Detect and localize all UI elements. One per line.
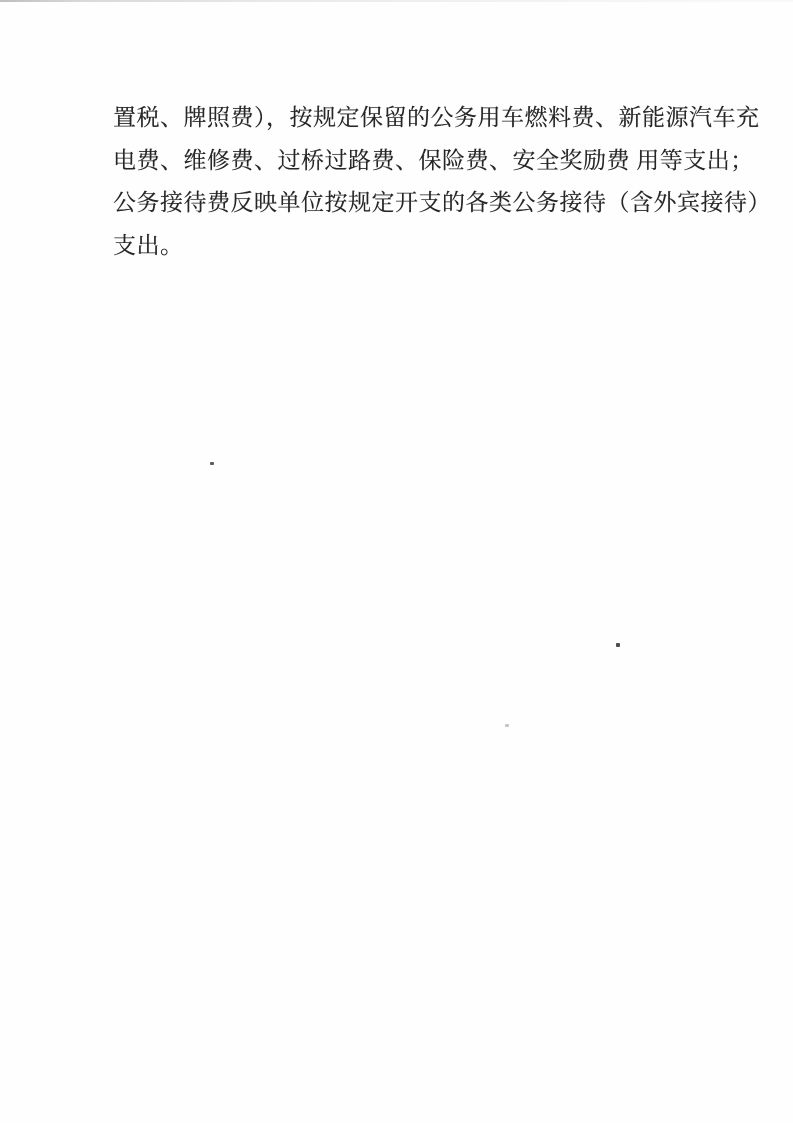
paragraph-line-2: 电费、维修费、过桥过路费、保险费、安全奖励费 用等支出； — [113, 147, 754, 173]
scan-edge-artifact — [0, 0, 793, 2]
scan-speck — [616, 643, 620, 647]
paragraph-line-3: 公务接待费反映单位按规定开支的各类公务接待（含外宾接待） — [113, 190, 771, 215]
paragraph-block — [113, 97, 771, 267]
scan-speck — [505, 724, 509, 727]
paragraph-line-4: 支出。 — [113, 232, 184, 258]
paragraph-line-1: 置税、牌照费），按规定保留的公务用车燃料费、新能源汽车充 — [113, 105, 760, 130]
scan-speck — [210, 462, 214, 465]
